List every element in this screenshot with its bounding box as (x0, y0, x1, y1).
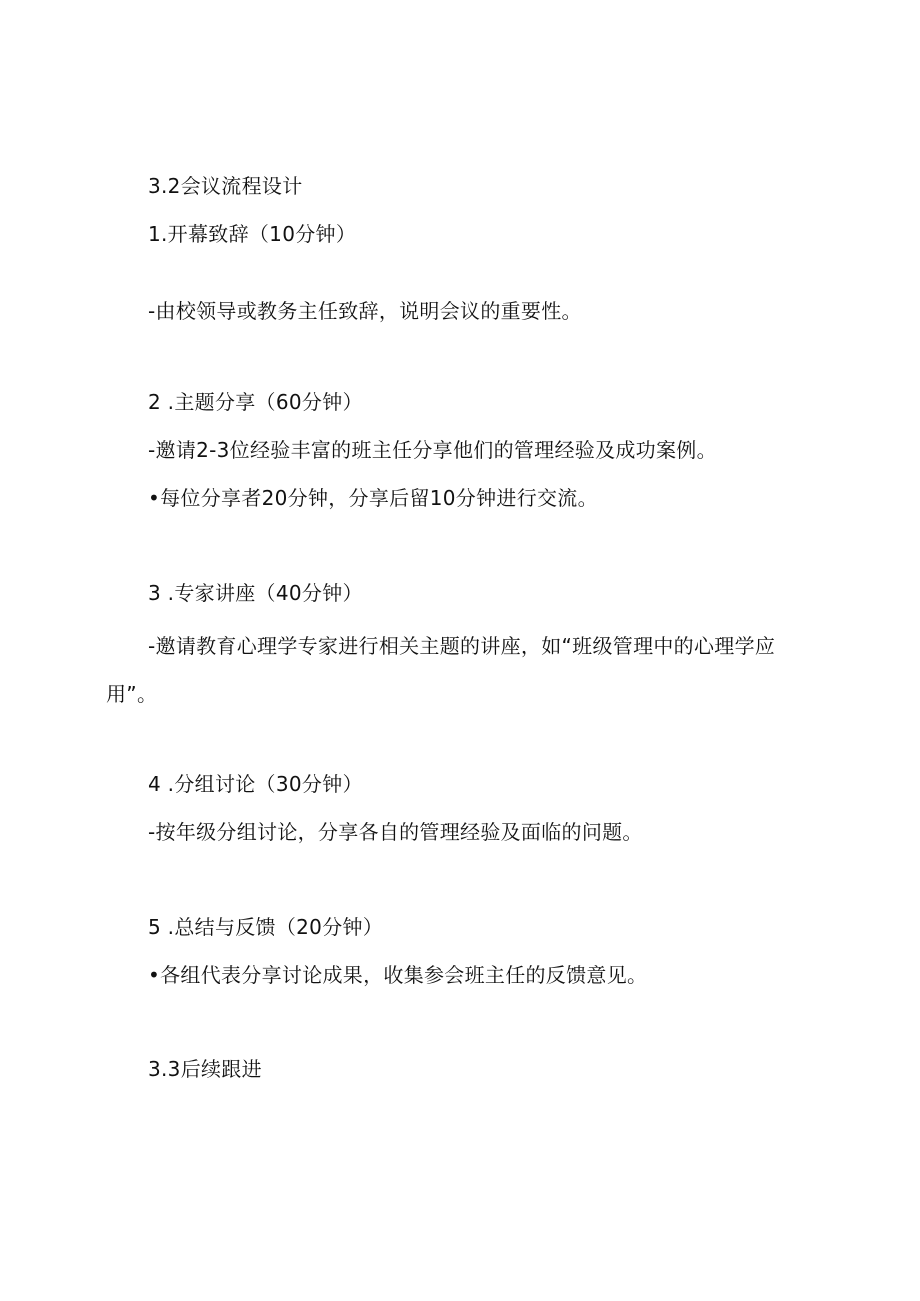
agenda-item-3-heading: 3 .专家讲座（40分钟） (148, 581, 363, 605)
section-heading-3-2: 3.2会议流程设计 (148, 174, 303, 198)
agenda-item-3-detail: -邀请教育心理学专家进行相关主题的讲座，如“班级管理中的心理学应用”。 (106, 634, 776, 706)
agenda-item-5-detail: •各组代表分享讨论成果，收集参会班主任的反馈意见。 (148, 963, 648, 987)
agenda-item-4-heading: 4 .分组讨论（30分钟） (148, 772, 363, 796)
agenda-item-2-detail-1: -邀请2-3位经验丰富的班主任分享他们的管理经验及成功案例。 (148, 438, 717, 462)
agenda-item-4-detail: -按年级分组讨论，分享各自的管理经验及面临的问题。 (148, 820, 643, 844)
agenda-item-1-heading: 1.开幕致辞（10分钟） (148, 222, 357, 246)
agenda-item-5-heading: 5 .总结与反馈（20分钟） (148, 915, 384, 939)
section-heading-3-3: 3.3后续跟进 (148, 1057, 262, 1081)
agenda-item-2-heading: 2 .主题分享（60分钟） (148, 390, 363, 414)
agenda-item-2-detail-2: •每位分享者20分钟，分享后留10分钟进行交流。 (148, 486, 598, 510)
agenda-item-1-detail: -由校领导或教务主任致辞，说明会议的重要性。 (148, 299, 582, 323)
